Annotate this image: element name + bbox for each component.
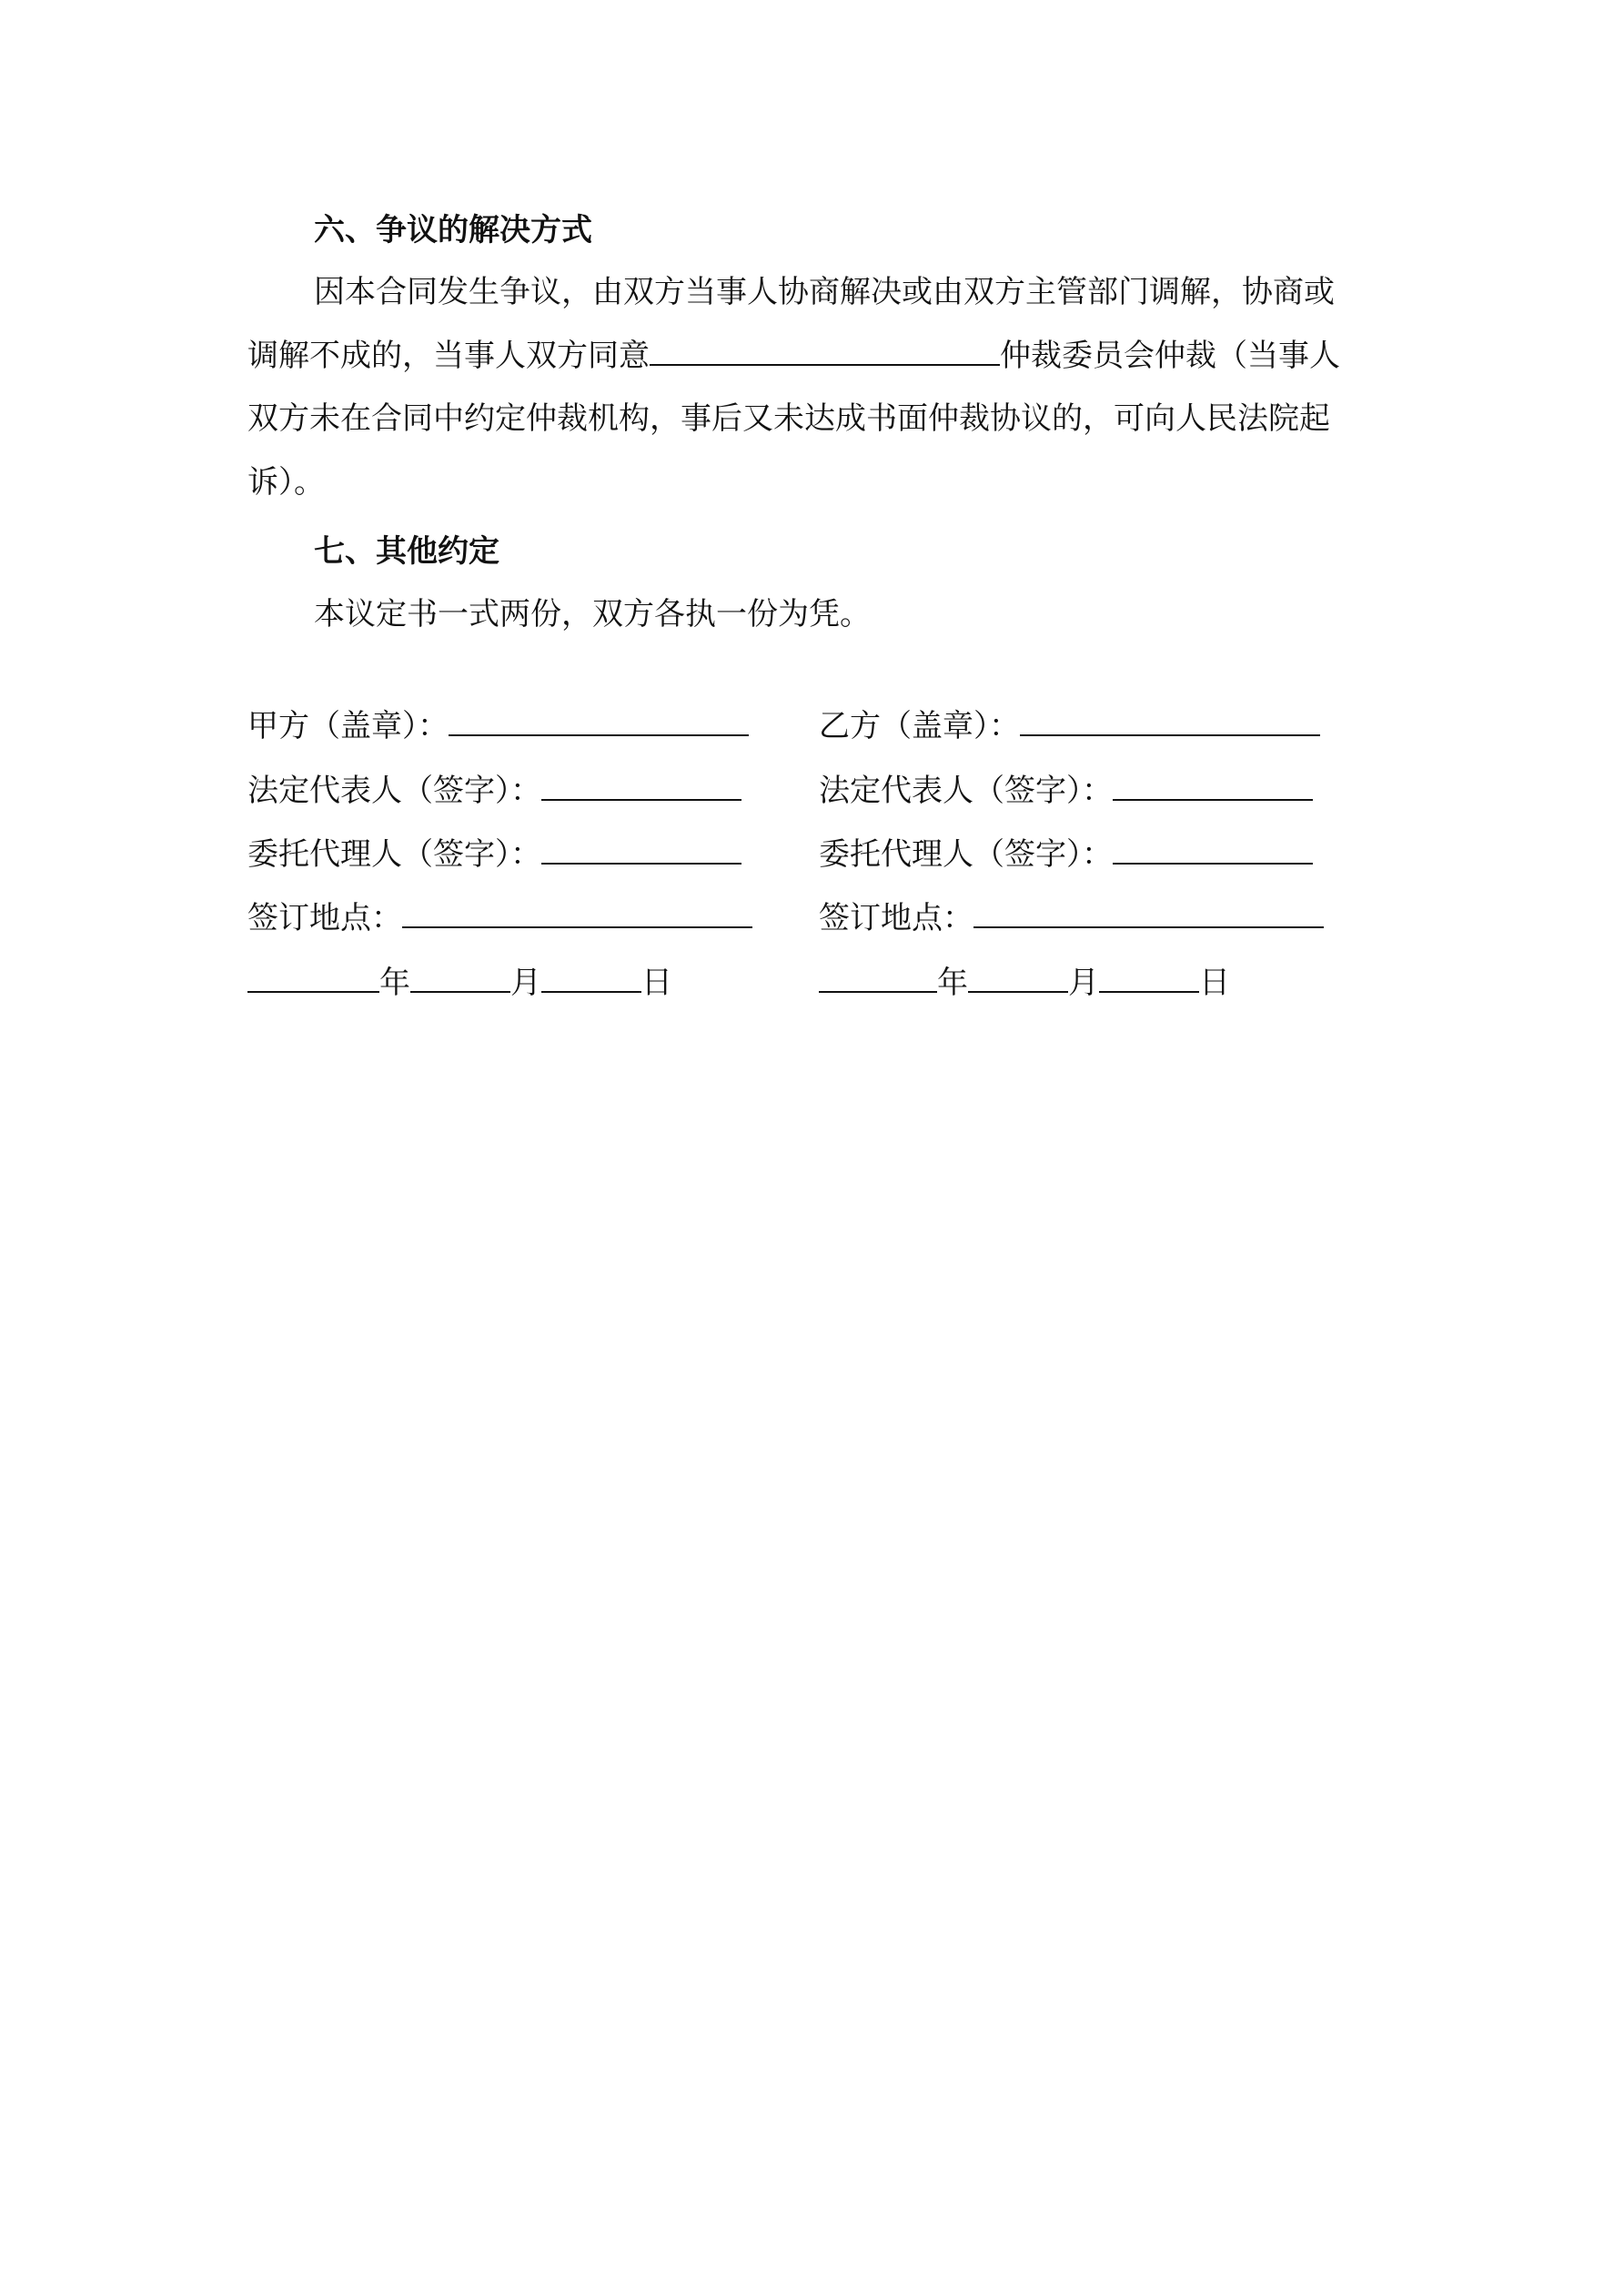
left-date-row xyxy=(247,964,672,1001)
right-legal-rep-signature-blank[interactable] xyxy=(1113,772,1313,801)
section-6-paragraph-line-1: 因本合同发生争议，由双方当事人协商解决或由双方主管部门调解，协商或 xyxy=(314,274,1335,310)
left-day-label: 日 xyxy=(641,965,672,1001)
right-place-row xyxy=(819,899,1324,936)
left-year-blank[interactable] xyxy=(247,964,379,993)
right-legal-rep-row xyxy=(819,772,1313,809)
left-legal-rep-signature-blank[interactable] xyxy=(541,772,741,801)
left-month-blank[interactable] xyxy=(410,964,510,993)
right-legal-rep-label: 法定代表人（签字）： xyxy=(819,773,1113,809)
right-date-row xyxy=(819,964,1230,1001)
section-6-paragraph-line-4: 诉）。 xyxy=(247,464,325,501)
section-6-heading: 六、争议的解决方式 xyxy=(314,212,592,248)
left-agent-row xyxy=(247,835,741,873)
left-agent-signature-blank[interactable] xyxy=(541,835,741,865)
right-place-label: 签订地点： xyxy=(819,900,973,936)
left-year-label: 年 xyxy=(379,965,410,1001)
right-month-label: 月 xyxy=(1068,965,1099,1001)
left-legal-rep-row xyxy=(247,772,741,809)
left-place-blank[interactable] xyxy=(402,899,752,928)
right-place-blank[interactable] xyxy=(973,899,1324,928)
left-place-row xyxy=(247,899,752,936)
right-party-row xyxy=(819,707,1320,744)
right-party-label: 乙方（盖章）： xyxy=(819,708,1020,744)
section-6-paragraph-line-2 xyxy=(247,337,1340,374)
section-6-text-arbitration: 仲裁委员会仲裁（当事人 xyxy=(1000,338,1340,374)
left-place-label: 签订地点： xyxy=(247,900,402,936)
right-agent-signature-blank[interactable] xyxy=(1113,835,1313,865)
arbitration-commission-blank[interactable] xyxy=(650,337,1000,366)
right-day-blank[interactable] xyxy=(1099,964,1199,993)
section-6-text-agree: 调解不成的，当事人双方同意 xyxy=(247,338,650,374)
right-agent-row xyxy=(819,835,1313,873)
right-party-seal-blank[interactable] xyxy=(1020,707,1320,736)
right-agent-label: 委托代理人（签字）： xyxy=(819,836,1113,873)
section-6-paragraph-line-3: 双方未在合同中约定仲裁机构，事后又未达成书面仲裁协议的，可向人民法院起 xyxy=(247,400,1330,437)
left-party-row xyxy=(247,707,749,744)
left-day-blank[interactable] xyxy=(541,964,641,993)
left-legal-rep-label: 法定代表人（签字）： xyxy=(247,773,541,809)
section-7-paragraph: 本议定书一式两份，双方各执一份为凭。 xyxy=(314,596,871,632)
right-year-blank[interactable] xyxy=(819,964,937,993)
left-agent-label: 委托代理人（签字）： xyxy=(247,836,541,873)
right-day-label: 日 xyxy=(1199,965,1230,1001)
section-7-heading: 七、其他约定 xyxy=(314,533,499,570)
left-party-seal-blank[interactable] xyxy=(449,707,749,736)
right-month-blank[interactable] xyxy=(968,964,1068,993)
left-party-label: 甲方（盖章）： xyxy=(247,708,449,744)
left-month-label: 月 xyxy=(510,965,541,1001)
right-year-label: 年 xyxy=(937,965,968,1001)
